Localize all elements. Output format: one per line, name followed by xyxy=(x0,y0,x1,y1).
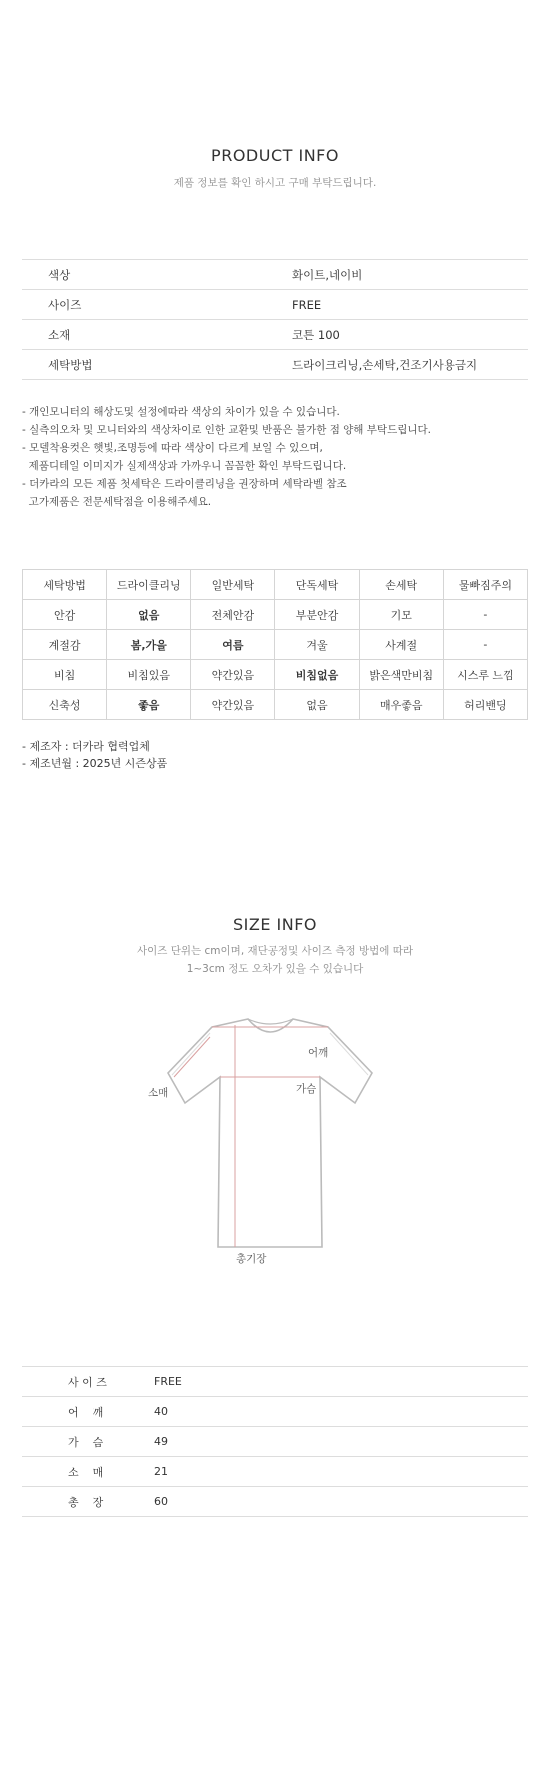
tshirt-outline-icon xyxy=(150,1015,390,1260)
care-cell: 약간있음 xyxy=(191,660,275,690)
care-row-header: 비침 xyxy=(23,660,107,690)
product-info-table xyxy=(22,259,528,380)
care-row-header: 안감 xyxy=(23,600,107,630)
size-row xyxy=(22,1457,528,1487)
size-label: 어 깨 xyxy=(22,1397,154,1427)
size-label: 사 이 즈 xyxy=(22,1367,154,1397)
care-cell: 없음 xyxy=(275,690,359,720)
care-cell: 드라이클리닝 xyxy=(107,570,191,600)
product-info-title: PRODUCT INFO xyxy=(211,146,339,165)
notice-line: - 실측의오차 및 모니터와의 색상차이로 인한 교환및 반품은 불가한 점 양해 부탁드립니다. xyxy=(22,424,431,436)
info-row-color xyxy=(22,260,528,290)
size-row xyxy=(22,1397,528,1427)
notice-line: - 모델착용컷은 햇빛,조명등에 따라 색상이 다르게 보일 수 있으며, xyxy=(22,442,323,454)
info-label: 사이즈 xyxy=(22,290,292,320)
size-label: 총 장 xyxy=(22,1487,154,1517)
info-row-material xyxy=(22,320,528,350)
size-info-subtitle-1: 사이즈 단위는 cm이며, 재단공정및 사이즈 측정 방법에 따라 xyxy=(137,945,413,957)
care-cell: 매우좋음 xyxy=(359,690,443,720)
info-label: 색상 xyxy=(22,260,292,290)
info-label: 세탁방법 xyxy=(22,350,292,380)
notice-line: - 더카라의 모든 제품 첫세탁은 드라이클리닝을 권장하며 세탁라벨 참조 xyxy=(22,478,347,490)
manufacture-date-line: - 제조년월 : 2025년 시즌상품 xyxy=(22,757,168,770)
care-cell: 일반세탁 xyxy=(191,570,275,600)
care-cell: 좋음 xyxy=(107,690,191,720)
care-cell: 시스루 느낌 xyxy=(443,660,527,690)
notice-line: - 개인모니터의 해상도및 설정에따라 색상의 차이가 있을 수 있습니다. xyxy=(22,406,340,418)
care-cell: 봄,가을 xyxy=(107,630,191,660)
care-row-header: 신축성 xyxy=(23,690,107,720)
care-row xyxy=(23,660,528,690)
size-value: 49 xyxy=(154,1427,528,1457)
care-cell: 단독세탁 xyxy=(275,570,359,600)
info-value: 코튼 100 xyxy=(292,320,528,350)
size-row xyxy=(22,1427,528,1457)
care-cell: - xyxy=(443,600,527,630)
care-cell: 밝은색만비침 xyxy=(359,660,443,690)
size-table xyxy=(22,1366,528,1517)
care-cell: 없음 xyxy=(107,600,191,630)
size-row xyxy=(22,1367,528,1397)
care-row xyxy=(23,690,528,720)
care-cell: 사계절 xyxy=(359,630,443,660)
info-value: 화이트,네이비 xyxy=(292,260,528,290)
size-info-subtitle-2: 1~3cm 정도 오차가 있을 수 있습니다 xyxy=(186,963,364,975)
care-cell: 전체안감 xyxy=(191,600,275,630)
info-value: FREE xyxy=(292,290,528,320)
manufacturer-info xyxy=(22,738,167,772)
info-label: 소재 xyxy=(22,320,292,350)
care-row xyxy=(23,600,528,630)
care-cell: 약간있음 xyxy=(191,690,275,720)
size-label: 소 매 xyxy=(22,1457,154,1487)
size-row xyxy=(22,1487,528,1517)
size-value: 21 xyxy=(154,1457,528,1487)
care-cell: 부분안감 xyxy=(275,600,359,630)
care-cell: - xyxy=(443,630,527,660)
care-table xyxy=(22,569,528,720)
care-row xyxy=(23,570,528,600)
manufacturer-line: - 제조자 : 더카라 협력업체 xyxy=(22,740,150,753)
size-info-title: SIZE INFO xyxy=(232,915,317,934)
size-label: 가 슴 xyxy=(22,1427,154,1457)
sleeve-label: 소매 xyxy=(148,1087,169,1099)
care-cell: 겨울 xyxy=(275,630,359,660)
care-cell: 손세탁 xyxy=(359,570,443,600)
length-label: 총기장 xyxy=(236,1253,267,1265)
size-value: 60 xyxy=(154,1487,528,1517)
chest-label: 가슴 xyxy=(296,1083,317,1095)
notice-line: 고가제품은 전문세탁점을 이용해주세요. xyxy=(22,496,212,508)
shoulder-label: 어깨 xyxy=(308,1047,329,1059)
info-row-size xyxy=(22,290,528,320)
care-row-header: 세탁방법 xyxy=(23,570,107,600)
info-value: 드라이크리닝,손세탁,건조기사용금지 xyxy=(292,350,528,380)
care-cell: 비침없음 xyxy=(275,660,359,690)
care-cell: 여름 xyxy=(191,630,275,660)
care-cell: 기모 xyxy=(359,600,443,630)
size-value: FREE xyxy=(154,1367,528,1397)
notice-list xyxy=(22,403,532,511)
notice-line: 제품디테일 이미지가 실제색상과 가까우니 꼼꼼한 확인 부탁드립니다. xyxy=(22,460,347,472)
tshirt-size-diagram xyxy=(148,1015,390,1265)
care-row xyxy=(23,630,528,660)
care-cell: 비침있음 xyxy=(107,660,191,690)
product-info-subtitle: 제품 정보를 확인 하시고 구매 부탁드립니다. xyxy=(173,177,377,189)
care-row-header: 계절감 xyxy=(23,630,107,660)
care-cell: 물빠짐주의 xyxy=(443,570,527,600)
info-row-washing xyxy=(22,350,528,380)
size-value: 40 xyxy=(154,1397,528,1427)
care-cell: 허리밴딩 xyxy=(443,690,527,720)
